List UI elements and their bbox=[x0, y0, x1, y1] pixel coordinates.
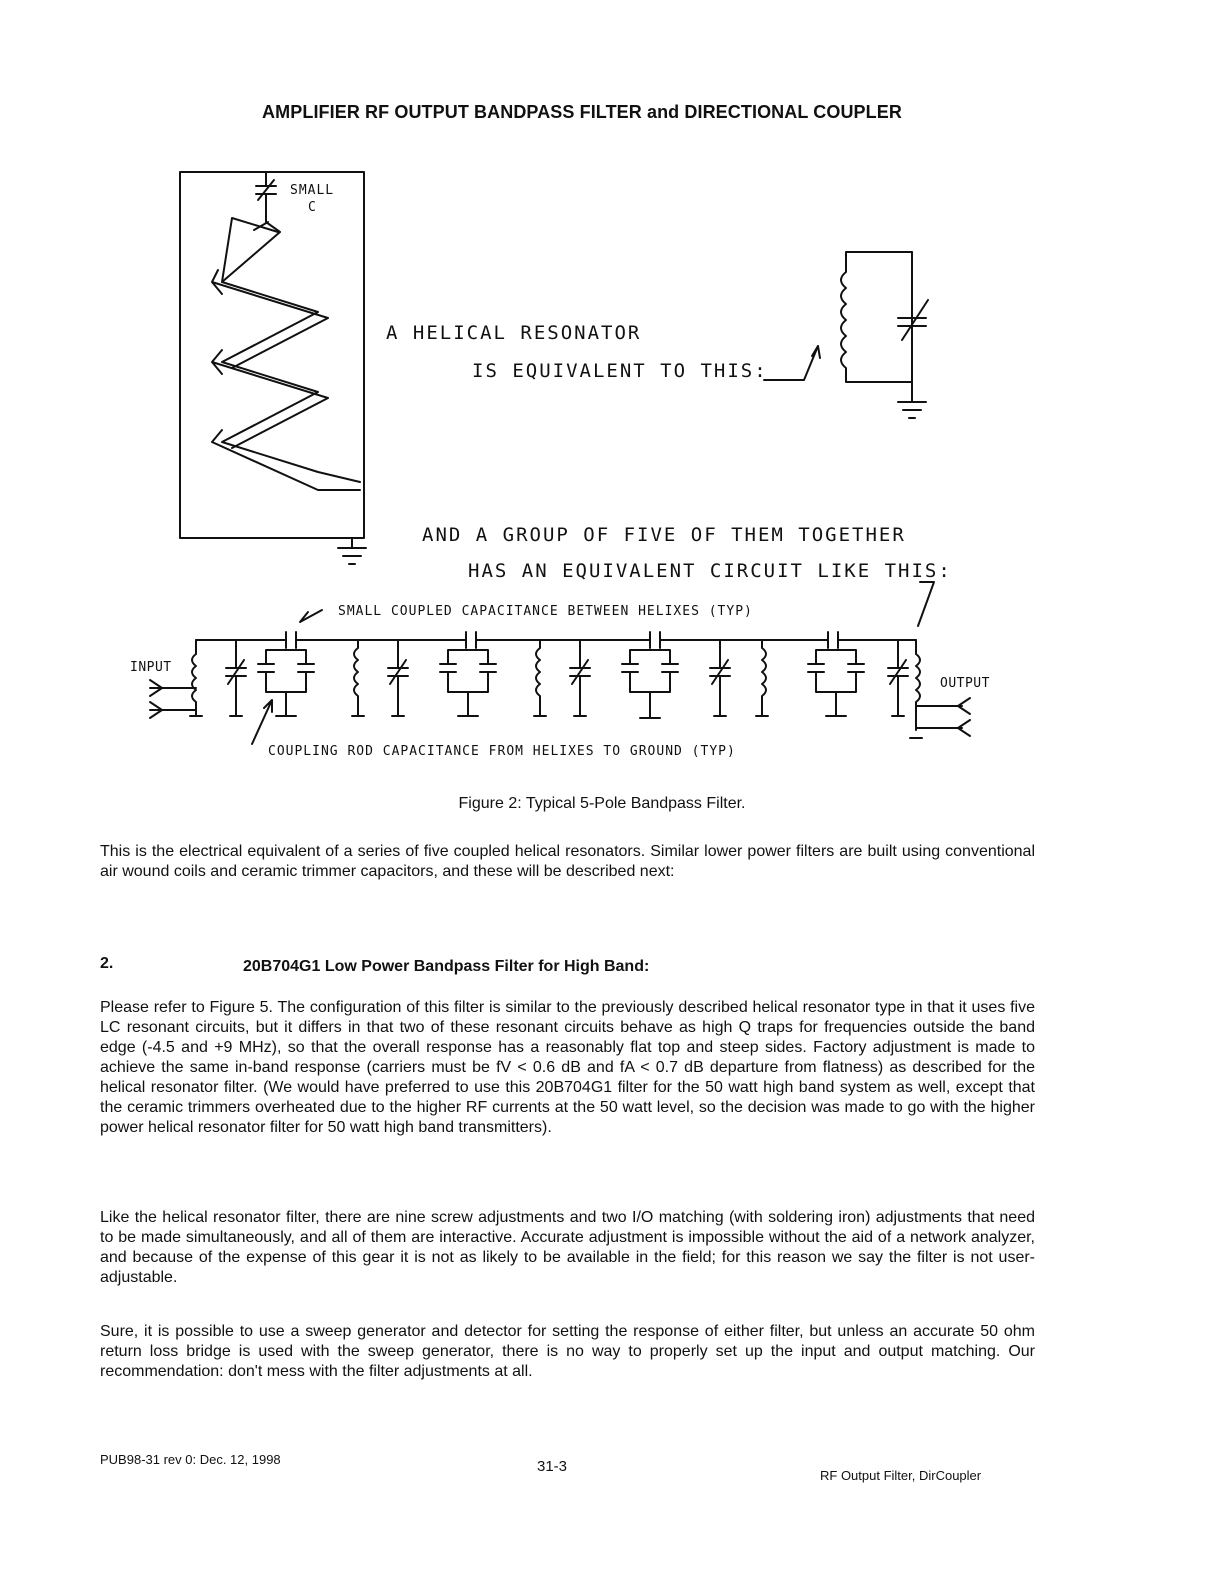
section-number: 2. bbox=[100, 955, 114, 972]
small-c-label-line2: C bbox=[308, 200, 317, 215]
rod-cap-note: COUPLING ROD CAPACITANCE FROM HELIXES TO GROUND (TYP) bbox=[268, 744, 736, 759]
resonator-tanks bbox=[226, 640, 908, 716]
small-c-label-line1: SMALL bbox=[290, 183, 335, 198]
helical-label-line2: IS EQUIVALENT TO THIS: bbox=[472, 360, 768, 382]
intro-paragraph: This is the electrical equivalent of a series of five coupled helical resonators. Similar lower power filters are built using conventional air wound coils and ceramic trimmer capacitors, and these will be described next: bbox=[100, 843, 1035, 880]
footer-right: RF Output Filter, DirCoupler bbox=[820, 1468, 982, 1483]
pointer-arrow-icon bbox=[764, 346, 818, 380]
coupling-rod-capacitors bbox=[258, 650, 864, 718]
body-paragraph-2: Like the helical resonator filter, there are nine screw adjustments and two I/O matching (with soldering iron) adjustments that need to be made simultaneously, and all of them are interactive. Accurate adjustment is impossible without the aid of a network analyzer, and because of the expense of this gear it is not as likely to be available in the field; for this reason we say the filter is not user-adjustable. bbox=[100, 1209, 1035, 1286]
page-number: 31-3 bbox=[537, 1458, 568, 1475]
page-title: AMPLIFIER RF OUTPUT BANDPASS FILTER and DIRECTIONAL COUPLER bbox=[262, 102, 902, 122]
figure-caption: Figure 2: Typical 5-Pole Bandpass Filter. bbox=[458, 795, 746, 812]
circuit-pointer-arrow-icon bbox=[918, 582, 934, 626]
body-paragraph-3: Sure, it is possible to use a sweep generator and detector for setting the response of either filter, but unless an accurate 50 ohm return loss bridge is used with the sweep generator, there is no way to properly set up the input and output matching. Our recommendation: don't mess with the filter adjustments at all. bbox=[100, 1323, 1035, 1380]
output-label: OUTPUT bbox=[940, 676, 990, 691]
coupled-cap-note: SMALL COUPLED CAPACITANCE BETWEEN HELIXES (TYP) bbox=[338, 604, 753, 619]
rod-cap-arrow-icon bbox=[252, 700, 272, 744]
small-c-capacitor-icon bbox=[256, 172, 276, 222]
figure-2-diagram bbox=[0, 0, 1224, 780]
helical-label-line1: A HELICAL RESONATOR bbox=[386, 322, 642, 344]
can-ground-icon bbox=[338, 538, 366, 564]
group-label-line1: AND A GROUP OF FIVE OF THEM TOGETHER bbox=[422, 524, 906, 546]
input-label: INPUT bbox=[130, 660, 172, 675]
footer-left: PUB98-31 rev 0: Dec. 12, 1998 bbox=[100, 1452, 281, 1467]
body-paragraph-1: Please refer to Figure 5. The configuration of this filter is similar to the previously described helical resonator type in that it uses five LC resonant circuits, but it differs in that two of these resonant circuits behave as high Q traps for frequencies outside the band edge (-4.5 and +9 MHz), so that the overall response has a reasonably flat top and steep sides. Factory adjustment is made to achieve the same in-band response (carriers must be fV < 0.6 dB and fA < 0.7 dB departure from flatness) as described for the helical resonator filter. (We would have preferred to use this 20B704G1 filter for the 50 watt high band system as well, except that the ceramic trimmers overheated due to the higher RF currents at the 50 watt level, so the decision was made to go with the higher power helical resonator filter for 50 watt high band transmitters). bbox=[100, 999, 1035, 1136]
helix-coil bbox=[212, 222, 360, 490]
lc-trimmer-icon bbox=[898, 252, 928, 382]
input-coil bbox=[192, 640, 196, 716]
group-label-line2: HAS AN EQUIVALENT CIRCUIT LIKE THIS: bbox=[468, 560, 952, 582]
section-title: 20B704G1 Low Power Bandpass Filter for High Band: bbox=[243, 958, 650, 975]
